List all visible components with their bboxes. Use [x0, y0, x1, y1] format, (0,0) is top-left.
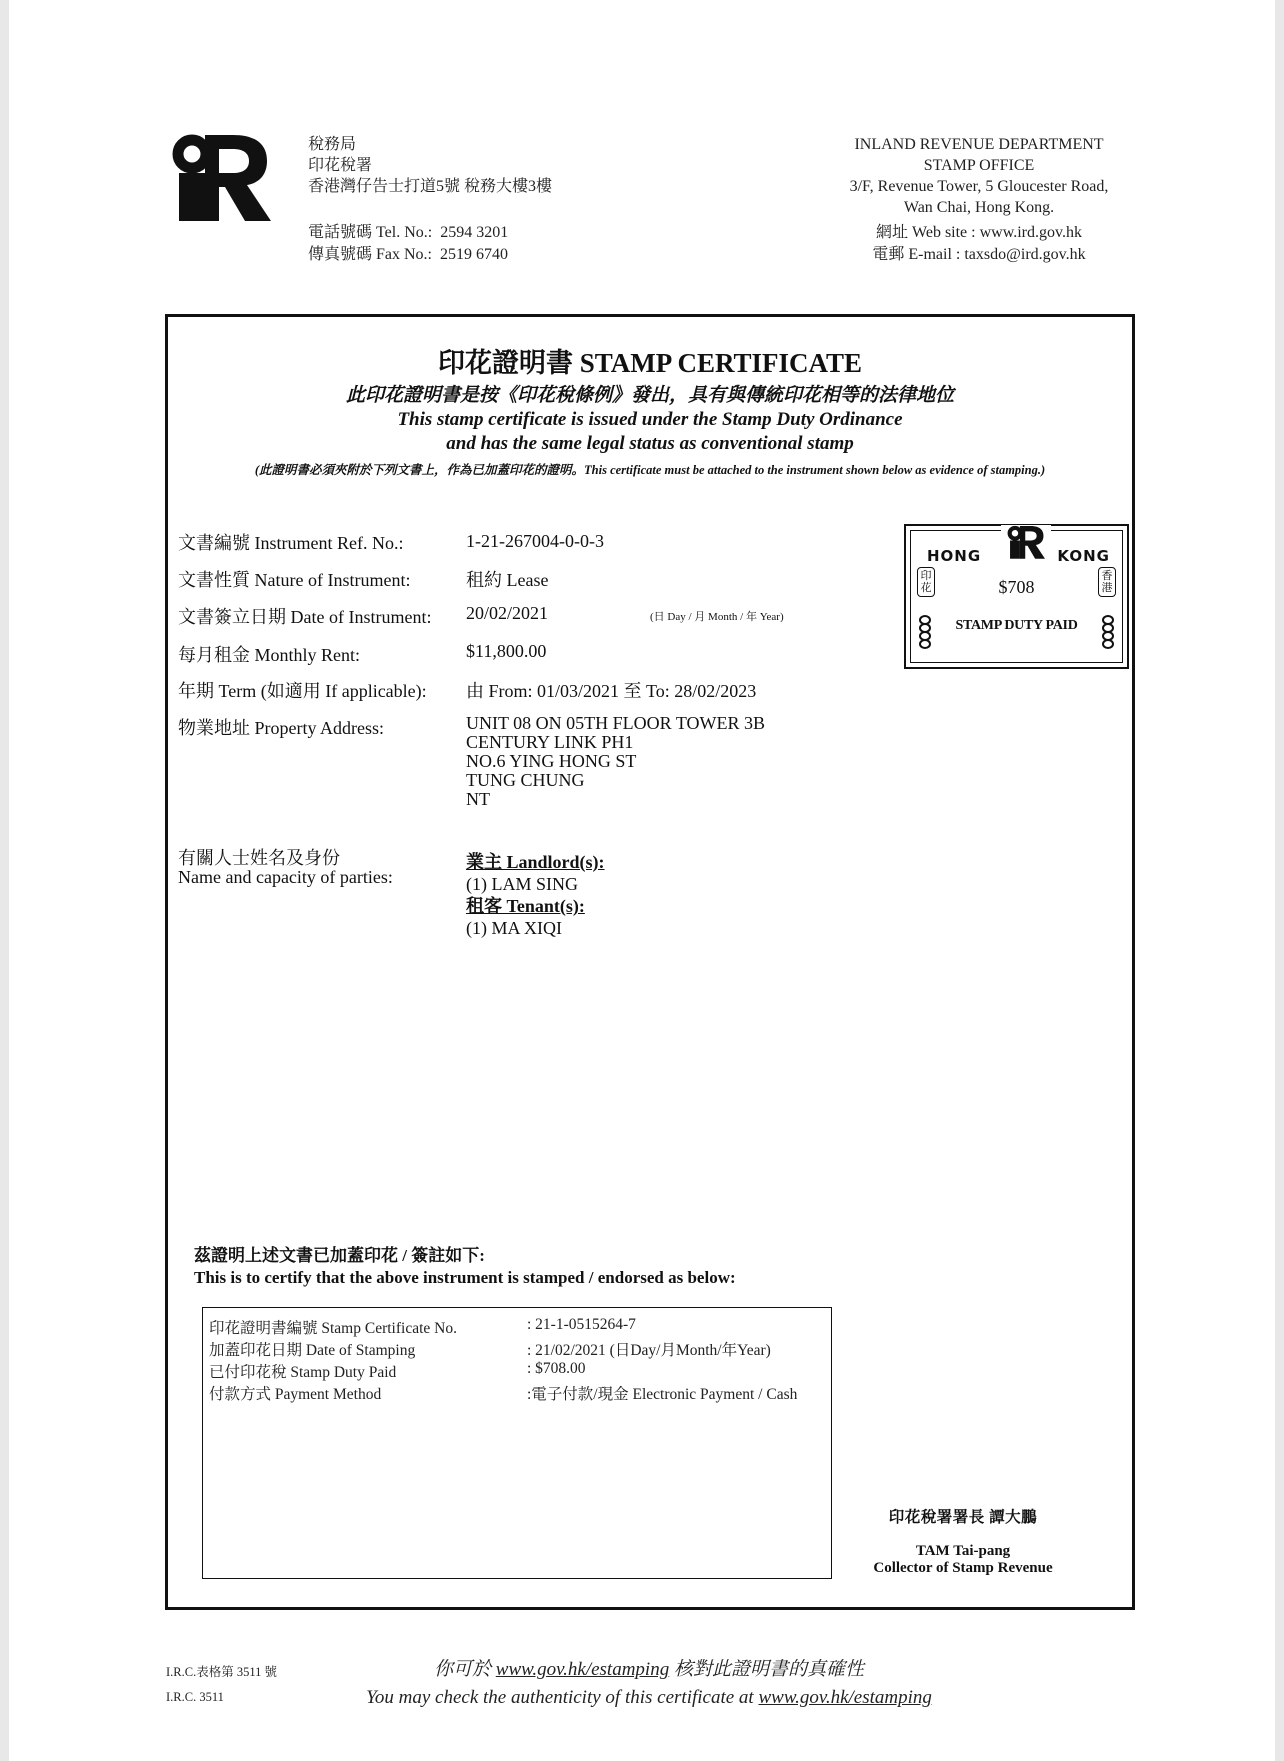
- tel-label: 電話號碼 Tel. No.:: [308, 224, 433, 241]
- tenant-name: (1) MA XIQI: [466, 918, 562, 938]
- stamp-duty-paid-stamp: [904, 524, 1129, 669]
- header-street-cn: 香港灣仔告士打道5號 稅務大樓3樓: [308, 178, 553, 195]
- stamp-ird-logo: [1001, 525, 1051, 559]
- verify-cn-text: 你可於: [434, 1659, 496, 1680]
- detail-label: 印花證明書編號 Stamp Certificate No.: [209, 1320, 457, 1337]
- header-web-email: [799, 222, 1159, 266]
- nature-label: 文書性質 Nature of Instrument:: [178, 570, 411, 590]
- tenant-heading: 租客 Tenant(s):: [466, 896, 585, 916]
- collector-name: TAM Tai-pang: [915, 1543, 1011, 1559]
- subtitle-en-1: This stamp certificate is issued under the Stamp Duty Ordinance: [397, 409, 903, 430]
- document-page: [9, 0, 1275, 1761]
- ref-value: 1-21-267004-0-0-3: [466, 531, 604, 551]
- collector-title-en: Collector of Stamp Revenue: [873, 1560, 1053, 1576]
- ref-label: 文書編號 Instrument Ref. No.:: [178, 533, 404, 553]
- verify-note: [309, 1656, 989, 1712]
- ird-logo: [171, 133, 271, 221]
- term-value: 由 From: 01/03/2021 至 To: 28/02/2023: [466, 681, 757, 701]
- header-dept-en: INLAND REVENUE DEPARTMENT: [854, 136, 1104, 153]
- address-value: [466, 714, 765, 809]
- detail-value: : 21-1-0515264-7: [527, 1316, 636, 1333]
- stamp-ornament-left: [919, 615, 931, 649]
- fax-value: 2519 6740: [440, 246, 509, 263]
- verify-en-text: You may check the authenticity of this certificate at: [366, 1687, 759, 1708]
- stamp-char-right: 香港: [1098, 567, 1116, 597]
- attachment-note: (此證明書必須夾附於下列文書上，作為已加蓋印花的證明。This certificate must be attached to the instrument shown below as evidence of stamping.): [254, 463, 1046, 477]
- address-line: TUNG CHUNG: [466, 770, 585, 790]
- collector-name-block: [868, 1543, 1058, 1577]
- subtitle-en-2: and has the same legal status as conventional stamp: [446, 433, 854, 454]
- stamping-details-box: [202, 1307, 832, 1579]
- stamp-paid-label: STAMP DUTY PAID: [955, 618, 1078, 633]
- stamp-inner-border: [910, 530, 1123, 663]
- stamp-kong: KONG: [1057, 547, 1110, 565]
- certificate-title: 印花證明書 STAMP CERTIFICATE: [437, 348, 863, 378]
- stamp-certificate: [165, 314, 1135, 1610]
- parties-label-cn: 有關人士姓名及身份: [178, 848, 340, 868]
- tel-value: 2594 3201: [440, 224, 509, 241]
- detail-label: 付款方式 Payment Method: [209, 1386, 382, 1403]
- parties-value: [466, 851, 605, 939]
- address-label: 物業地址 Property Address:: [178, 718, 384, 738]
- form-number: [166, 1660, 277, 1710]
- detail-label: 加蓋印花日期 Date of Stamping: [209, 1342, 416, 1359]
- address-line: NO.6 YING HONG ST: [466, 751, 637, 771]
- detail-value: :電子付款/現金 Electronic Payment / Cash: [527, 1386, 798, 1403]
- date-label: 文書簽立日期 Date of Instrument:: [178, 607, 432, 627]
- verify-cn-text-end: 核對此證明書的真確性: [669, 1659, 864, 1680]
- form-number-en: I.R.C. 3511: [166, 1690, 224, 1704]
- certificate-subtitle: [168, 384, 1132, 456]
- address-line: NT: [466, 789, 490, 809]
- detail-value: : $708.00: [527, 1360, 586, 1377]
- stamp-hong: HONG: [927, 547, 982, 565]
- certify-cn: 茲證明上述文書已加蓋印花 / 簽註如下:: [194, 1246, 485, 1265]
- header-dept-cn: 稅務局: [308, 136, 357, 153]
- email: 電郵 E-mail : taxsdo@ird.gov.hk: [872, 246, 1086, 263]
- header-phone-fax: [308, 222, 508, 266]
- header-office-en: STAMP OFFICE: [923, 157, 1035, 174]
- certify-en: This is to certify that the above instrument is stamped / endorsed as below:: [194, 1268, 736, 1287]
- term-label: 年期 Term (如適用 If applicable):: [178, 681, 427, 701]
- subtitle-cn: 此印花證明書是按《印花稅條例》發出，具有與傳統印花相等的法律地位: [345, 385, 954, 406]
- rent-label: 每月租金 Monthly Rent:: [178, 645, 361, 665]
- stamp-amount: $708: [998, 577, 1035, 597]
- address-line: UNIT 08 ON 05TH FLOOR TOWER 3B: [466, 713, 766, 733]
- detail-value: : 21/02/2021 (日Day/月Month/年Year): [527, 1342, 771, 1359]
- stamp-ornament-right: [1102, 615, 1114, 649]
- landlord-heading: 業主 Landlord(s):: [466, 852, 605, 872]
- verify-link-cn[interactable]: www.gov.hk/estamping: [495, 1659, 670, 1680]
- verify-en: [309, 1684, 989, 1712]
- certify-statement: [194, 1245, 736, 1289]
- detail-label: 已付印花稅 Stamp Duty Paid: [209, 1364, 397, 1381]
- stamp-char-left: 印花: [917, 567, 935, 597]
- parties-label-en: Name and capacity of parties:: [178, 867, 393, 887]
- address-line: CENTURY LINK PH1: [466, 732, 634, 752]
- parties-label: [178, 849, 468, 887]
- header-city-en: Wan Chai, Hong Kong.: [903, 199, 1055, 216]
- header-address-cn: [308, 134, 552, 197]
- verify-cn: [309, 1656, 989, 1684]
- date-format-hint: (日 Day / 月 Month / 年 Year): [650, 611, 784, 623]
- fax-label: 傳真號碼 Fax No.:: [308, 246, 433, 263]
- rent-value: $11,800.00: [466, 641, 547, 661]
- date-value: 20/02/2021: [466, 603, 549, 623]
- nature-value: 租約 Lease: [466, 570, 549, 590]
- web-site: 網址 Web site : www.ird.gov.hk: [876, 224, 1082, 241]
- header-office-cn: 印花稅署: [308, 157, 373, 174]
- header-address-en: [799, 134, 1159, 218]
- header-street-en: 3/F, Revenue Tower, 5 Gloucester Road,: [849, 178, 1109, 195]
- verify-link-en[interactable]: www.gov.hk/estamping: [758, 1687, 932, 1708]
- landlord-name: (1) LAM SING: [466, 874, 578, 894]
- collector-title-cn: 印花稅署署長 譚大鵬: [888, 1509, 1038, 1526]
- form-number-cn: I.R.C.表格第 3511 號: [166, 1665, 277, 1679]
